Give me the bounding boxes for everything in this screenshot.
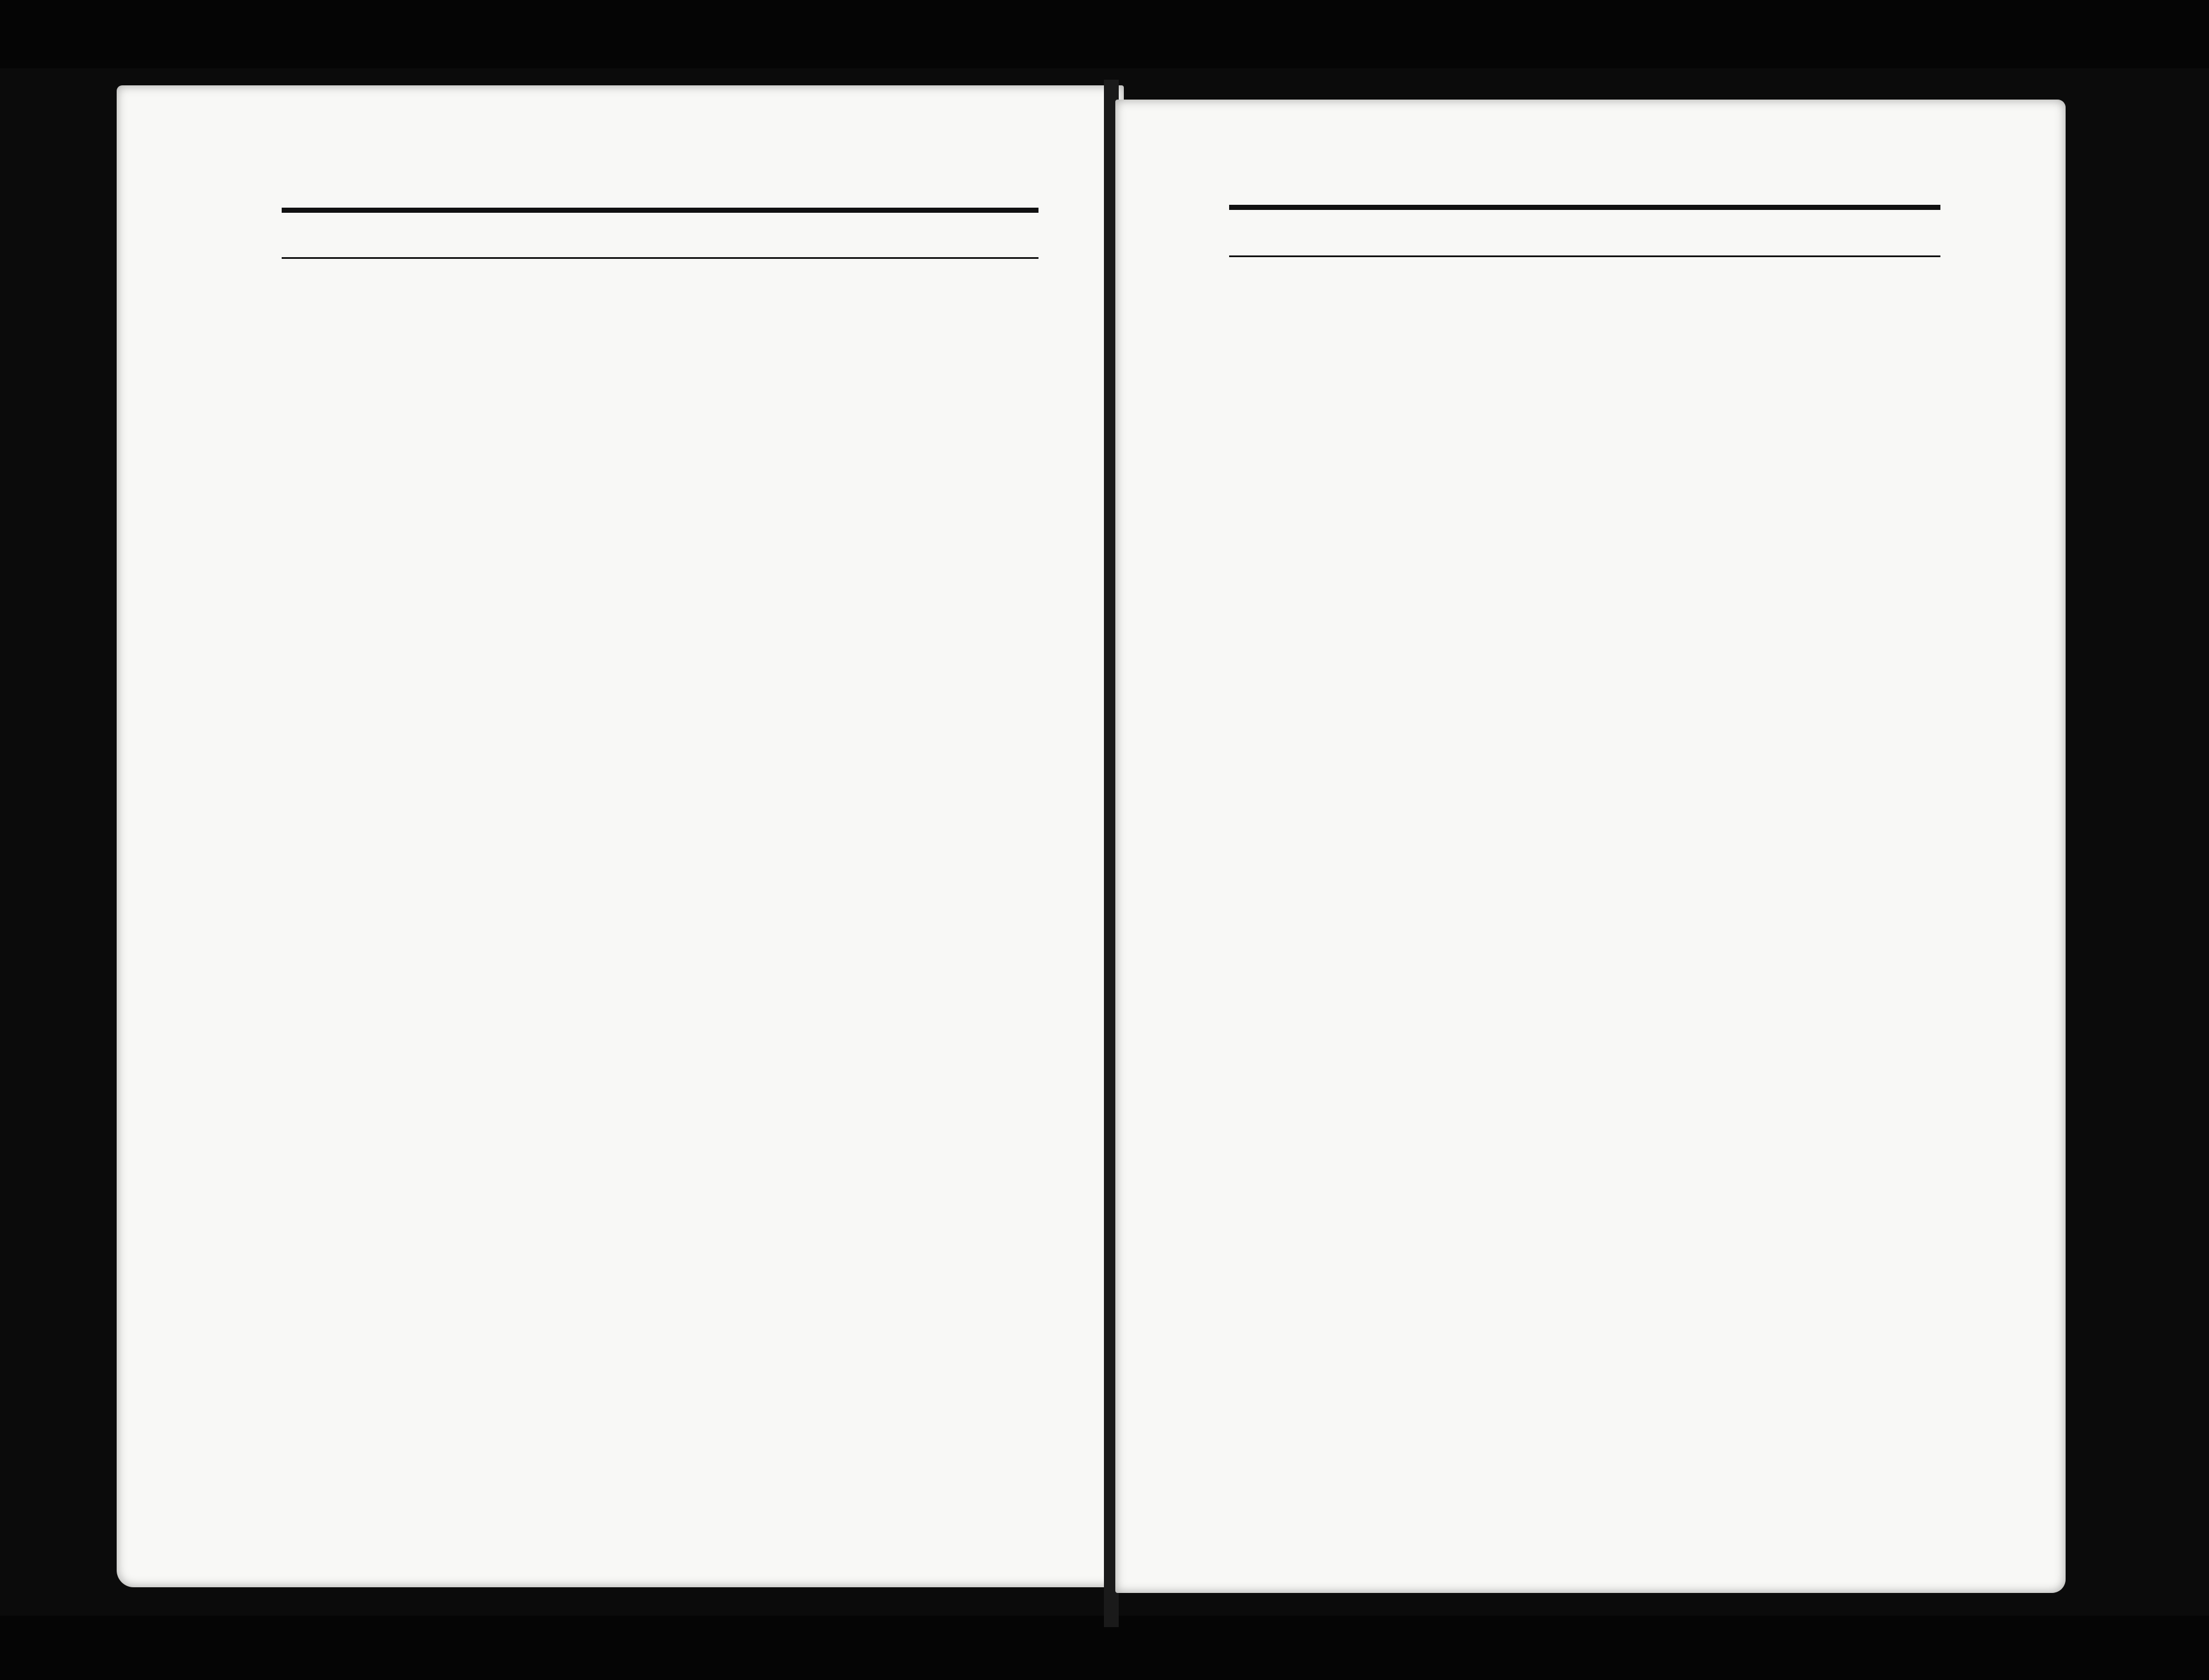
- header-rule-thick: [1229, 205, 1940, 210]
- right-page-column-1: [1212, 270, 1565, 1573]
- film-strip-top: [0, 0, 2209, 68]
- header-rule-thin: [282, 257, 1038, 259]
- left-page: [117, 85, 1124, 1587]
- left-page-column-1: [265, 270, 622, 1545]
- right-page-column-2: [1577, 270, 1929, 1573]
- left-page-column-2: [640, 270, 998, 1545]
- header-rule-thin: [1229, 255, 1940, 257]
- header-rule-thick: [282, 208, 1038, 213]
- right-page: [1115, 100, 2066, 1593]
